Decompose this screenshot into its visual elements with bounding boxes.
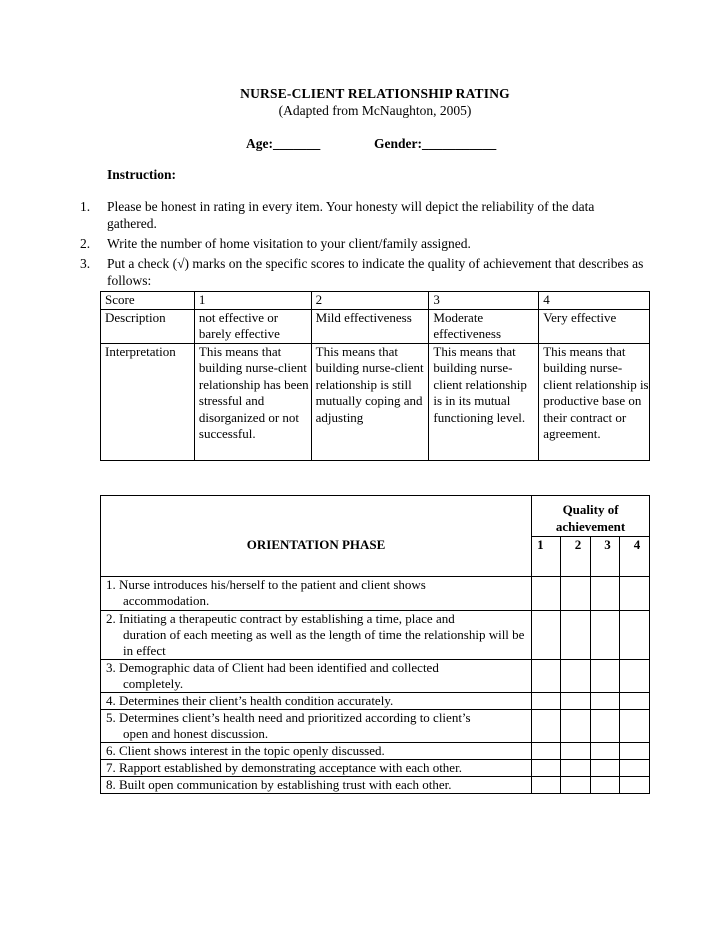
score-column-header: 2: [561, 537, 591, 577]
rating-cell-4[interactable]: [619, 693, 649, 710]
rating-cell-1[interactable]: [532, 693, 561, 710]
item-first-line: 5. Determines client’s health need and prioritized according to client’s: [106, 710, 471, 725]
document-title: NURSE-CLIENT RELATIONSHIP RATING: [240, 86, 510, 101]
rating-cell-2[interactable]: [561, 777, 591, 794]
rating-cell-4[interactable]: [619, 777, 649, 794]
item-text: [101, 611, 532, 660]
row-label: Interpretation: [101, 343, 195, 460]
instruction-text: Please be honest in rating in every item. Your honesty will depict the reliability of the data gathered.: [107, 199, 595, 231]
score-column-header: 3: [591, 537, 620, 577]
rating-cell-2[interactable]: [561, 693, 591, 710]
item-continuation: open and honest discussion.: [123, 726, 269, 741]
table-row: [101, 710, 650, 743]
rating-cell-3[interactable]: [591, 777, 620, 794]
description-cell: Mild effectiveness: [311, 309, 429, 343]
rating-cell-2[interactable]: [561, 660, 591, 693]
rating-cell-1[interactable]: [532, 577, 561, 611]
row-label: Description: [101, 309, 195, 343]
instruction-number: 1.: [80, 199, 91, 214]
rating-cell-3[interactable]: [591, 577, 620, 611]
row-label: Score: [101, 292, 195, 310]
table-row: [101, 777, 650, 794]
item-text: 8. Built open communication by establishing trust with each other.: [101, 777, 532, 794]
instruction-heading: Instruction:: [107, 167, 177, 182]
table-row: [101, 577, 650, 611]
instruction-number: 3.: [80, 256, 91, 271]
instruction-item: [80, 198, 640, 232]
item-text: 4. Determines their client’s health condition accurately.: [101, 693, 532, 710]
table-row: [101, 611, 650, 660]
rating-cell-2[interactable]: [561, 710, 591, 743]
item-continuation: accommodation.: [123, 593, 210, 608]
rating-cell-3[interactable]: [591, 611, 620, 660]
document-subtitle: (Adapted from McNaughton, 2005): [278, 103, 472, 118]
rating-cell-4[interactable]: [619, 577, 649, 611]
rating-cell-2[interactable]: [561, 577, 591, 611]
rating-cell-3[interactable]: [591, 710, 620, 743]
rating-cell-3[interactable]: [591, 693, 620, 710]
item-first-line: 3. Demographic data of Client had been identified and collected: [106, 660, 439, 675]
rating-cell-3[interactable]: [591, 743, 620, 760]
table-row: [101, 760, 650, 777]
score-cell: 1: [194, 292, 311, 310]
age-field: Age:_______: [246, 136, 321, 151]
description-cell: Very effective: [539, 309, 650, 343]
score-cell: 2: [311, 292, 429, 310]
item-first-line: 1. Nurse introduces his/herself to the patient and client shows: [106, 577, 426, 592]
interpretation-cell: This means that building nurse-client relationship is still mutually coping and adjusting: [311, 343, 429, 460]
rating-cell-2[interactable]: [561, 743, 591, 760]
rating-cell-1[interactable]: [532, 611, 561, 660]
item-text: 6. Client shows interest in the topic openly discussed.: [101, 743, 532, 760]
instruction-text: Write the number of home visitation to your client/family assigned.: [107, 236, 471, 251]
quality-header: Quality of achievement: [532, 496, 650, 537]
rating-cell-1[interactable]: [532, 760, 561, 777]
rating-cell-4[interactable]: [619, 710, 649, 743]
item-first-line: 2. Initiating a therapeutic contract by establishing a time, place and: [106, 611, 455, 626]
score-column-header: 4: [619, 537, 649, 577]
rating-cell-4[interactable]: [619, 743, 649, 760]
description-cell: Moderate effectiveness: [429, 309, 539, 343]
description-row: [101, 309, 650, 343]
instruction-item: [80, 255, 644, 289]
rating-cell-1[interactable]: [532, 743, 561, 760]
rating-cell-3[interactable]: [591, 660, 620, 693]
item-text: [101, 710, 532, 743]
score-row: [101, 292, 650, 310]
rating-cell-4[interactable]: [619, 760, 649, 777]
orientation-phase-table: [100, 495, 650, 794]
score-scale-table: [100, 291, 650, 461]
item-text: 7. Rapport established by demonstrating acceptance with each other.: [101, 760, 532, 777]
score-column-header: 1: [532, 537, 561, 577]
instruction-item: [80, 235, 640, 252]
description-cell: not effective or barely effective: [194, 309, 311, 343]
interpretation-row: [101, 343, 650, 460]
rating-cell-2[interactable]: [561, 611, 591, 660]
table-row: [101, 743, 650, 760]
item-text: [101, 577, 532, 611]
rating-cell-1[interactable]: [532, 777, 561, 794]
score-cell: 3: [429, 292, 539, 310]
table-row: [101, 660, 650, 693]
rating-cell-3[interactable]: [591, 760, 620, 777]
score-cell: 4: [539, 292, 650, 310]
interpretation-cell: This means that building nurse-client relationship is productive base on their contract or agreement.: [539, 343, 650, 460]
rating-cell-1[interactable]: [532, 710, 561, 743]
item-continuation: completely.: [123, 676, 184, 691]
instruction-text: Put a check (√) marks on the specific scores to indicate the quality of achievement that describes as follows:: [107, 256, 644, 288]
gender-field: Gender:___________: [374, 136, 497, 151]
rating-cell-2[interactable]: [561, 760, 591, 777]
item-continuation: duration of each meeting as well as the length of time the relationship will be in effect: [123, 627, 525, 658]
instruction-number: 2.: [80, 236, 91, 251]
rating-cell-4[interactable]: [619, 660, 649, 693]
rating-cell-1[interactable]: [532, 660, 561, 693]
table-row: [101, 693, 650, 710]
interpretation-cell: This means that building nurse-client relationship has been stressful and disorganized or not successful.: [194, 343, 311, 460]
interpretation-cell: This means that building nurse-client relationship is in its mutual functioning level.: [429, 343, 539, 460]
rating-cell-4[interactable]: [619, 611, 649, 660]
item-text: [101, 660, 532, 693]
phase-title: ORIENTATION PHASE: [101, 496, 532, 577]
